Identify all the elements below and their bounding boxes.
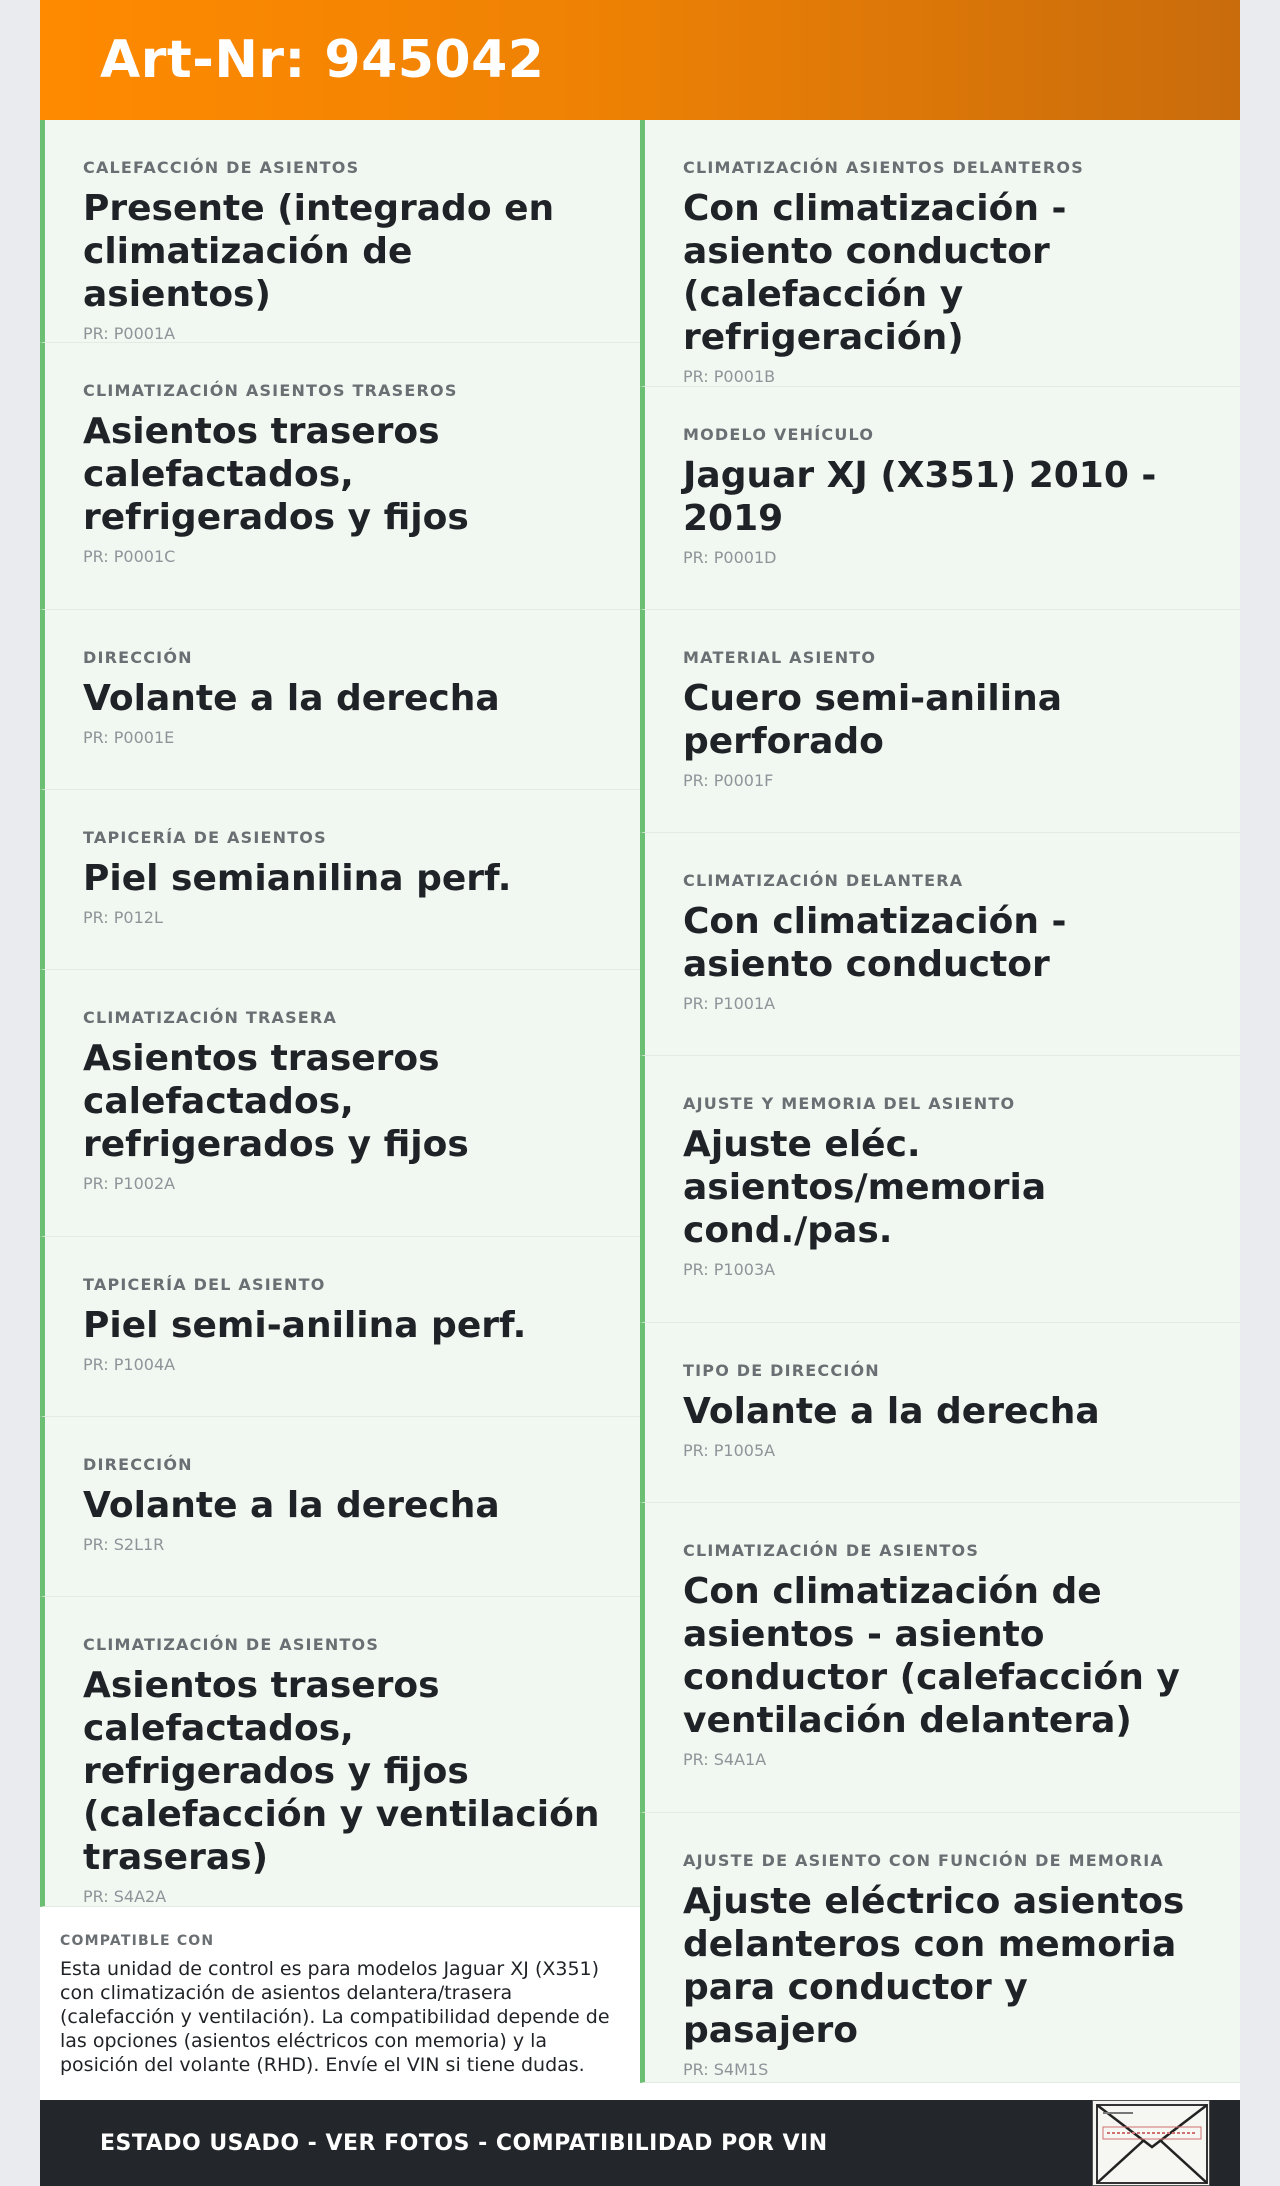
spec-value: Volante a la derecha xyxy=(83,1485,500,1526)
spec-card xyxy=(40,970,640,1237)
spec-pr-code: PR: S4A2A xyxy=(83,1887,167,1906)
spec-label: DIRECCIÓN xyxy=(83,1455,193,1474)
spec-label: TAPICERÍA DE ASIENTOS xyxy=(83,828,327,847)
spec-label: CALEFACCIÓN DE ASIENTOS xyxy=(83,158,360,177)
spec-label: TAPICERÍA DEL ASIENTO xyxy=(83,1275,326,1294)
spec-pr-code: PR: S4M1S xyxy=(683,2060,769,2079)
spec-label: CLIMATIZACIÓN ASIENTOS TRASEROS xyxy=(83,381,458,400)
spec-label: MATERIAL ASIENTO xyxy=(683,648,877,667)
spec-label: DIRECCIÓN xyxy=(83,648,193,667)
spec-pr-code: PR: P1004A xyxy=(83,1355,176,1374)
spec-label: AJUSTE DE ASIENTO CON FUNCIÓN DE MEMORIA xyxy=(683,1851,1164,1870)
spec-label: TIPO DE DIRECCIÓN xyxy=(683,1361,880,1380)
spec-value: Piel semianilina perf. xyxy=(83,858,512,899)
spec-card xyxy=(640,1056,1240,1323)
spec-label: MODELO VEHÍCULO xyxy=(683,425,875,444)
spec-pr-code: PR: S4A1A xyxy=(683,1750,767,1769)
spec-grid xyxy=(40,120,1240,2100)
spec-card xyxy=(40,120,640,343)
spec-column-right xyxy=(640,120,1240,2083)
compatibility-label: COMPATIBLE CON xyxy=(60,1933,215,1949)
spec-value: Ajuste eléc. asientos/memoria cond./pas. xyxy=(683,1124,1047,1251)
spec-value: Asientos traseros calefactados, refrigerados y fijos xyxy=(83,1038,469,1165)
page xyxy=(40,0,1240,2186)
spec-card xyxy=(640,1323,1240,1503)
compatibility-note xyxy=(40,1907,640,2100)
spec-label: AJUSTE Y MEMORIA DEL ASIENTO xyxy=(683,1094,1016,1113)
spec-column-left xyxy=(40,120,640,2100)
spec-card xyxy=(40,1597,640,1907)
spec-card xyxy=(640,387,1240,610)
condition-status: ESTADO USADO - VER FOTOS - COMPATIBILIDAD POR VIN xyxy=(100,2130,828,2156)
spec-label: CLIMATIZACIÓN TRASERA xyxy=(83,1008,338,1027)
spec-value: Con climatización de asientos - asiento conductor (calefacción y ventilación delantera) xyxy=(683,1571,1180,1741)
spec-pr-code: PR: P0001E xyxy=(83,728,175,747)
spec-pr-code: PR: P1002A xyxy=(83,1174,176,1193)
spec-card xyxy=(640,120,1240,387)
spec-pr-code: PR: P1005A xyxy=(683,1441,776,1460)
spec-card xyxy=(640,1813,1240,2083)
spec-card xyxy=(40,1417,640,1597)
spec-pr-code: PR: S2L1R xyxy=(83,1535,165,1554)
spec-pr-code: PR: P0001F xyxy=(683,771,774,790)
spec-value: Con climatización - asiento conductor (calefacción y refrigeración) xyxy=(683,188,1067,358)
spec-card xyxy=(40,790,640,970)
spec-pr-code: PR: P012L xyxy=(83,908,163,927)
spec-value: Asientos traseros calefactados, refrigerados y fijos (calefacción y ventilación traseras) xyxy=(83,1665,600,1878)
spec-label: CLIMATIZACIÓN ASIENTOS DELANTEROS xyxy=(683,158,1084,177)
header-bar xyxy=(40,0,1240,120)
spec-card xyxy=(40,1237,640,1417)
spec-card xyxy=(40,343,640,610)
spec-pr-code: PR: P0001D xyxy=(683,548,777,567)
spec-label: CLIMATIZACIÓN DE ASIENTOS xyxy=(83,1635,380,1654)
spec-card xyxy=(640,1503,1240,1813)
spec-pr-code: PR: P1001A xyxy=(683,994,776,1013)
spec-label: CLIMATIZACIÓN DE ASIENTOS xyxy=(683,1541,980,1560)
compatibility-text: Esta unidad de control es para modelos Jaguar XJ (X351) con climatización de asientos delantera/trasera (calefacción y ventilación). La compatibilidad depende de las opciones (asientos eléctricos con memoria) y la posición del volante (RHD). Envíe el VIN si tiene dudas. xyxy=(60,1958,610,2076)
envelope-stamp-icon xyxy=(1092,2100,1210,2186)
spec-card xyxy=(640,833,1240,1056)
spec-pr-code: PR: P0001A xyxy=(83,324,176,343)
spec-pr-code: PR: P0001B xyxy=(683,367,776,386)
spec-value: Volante a la derecha xyxy=(683,1391,1100,1432)
spec-value: Presente (integrado en climatización de asientos) xyxy=(83,188,555,315)
spec-pr-code: PR: P1003A xyxy=(683,1260,776,1279)
spec-label: CLIMATIZACIÓN DELANTERA xyxy=(683,871,964,890)
spec-pr-code: PR: P0001C xyxy=(83,547,176,566)
spec-value: Cuero semi-anilina perforado xyxy=(683,678,1062,762)
footer-bar xyxy=(40,2100,1240,2186)
spec-value: Asientos traseros calefactados, refrigerados y fijos xyxy=(83,411,469,538)
spec-value: Jaguar XJ (X351) 2010 - 2019 xyxy=(683,455,1157,539)
spec-value: Ajuste eléctrico asientos delanteros con memoria para conductor y pasajero xyxy=(683,1881,1185,2051)
spec-value: Con climatización - asiento conductor xyxy=(683,901,1067,985)
spec-card xyxy=(640,610,1240,833)
spec-value: Volante a la derecha xyxy=(83,678,500,719)
spec-value: Piel semi-anilina perf. xyxy=(83,1305,527,1346)
article-number-title: Art-Nr: 945042 xyxy=(100,30,545,90)
spec-card xyxy=(40,610,640,790)
